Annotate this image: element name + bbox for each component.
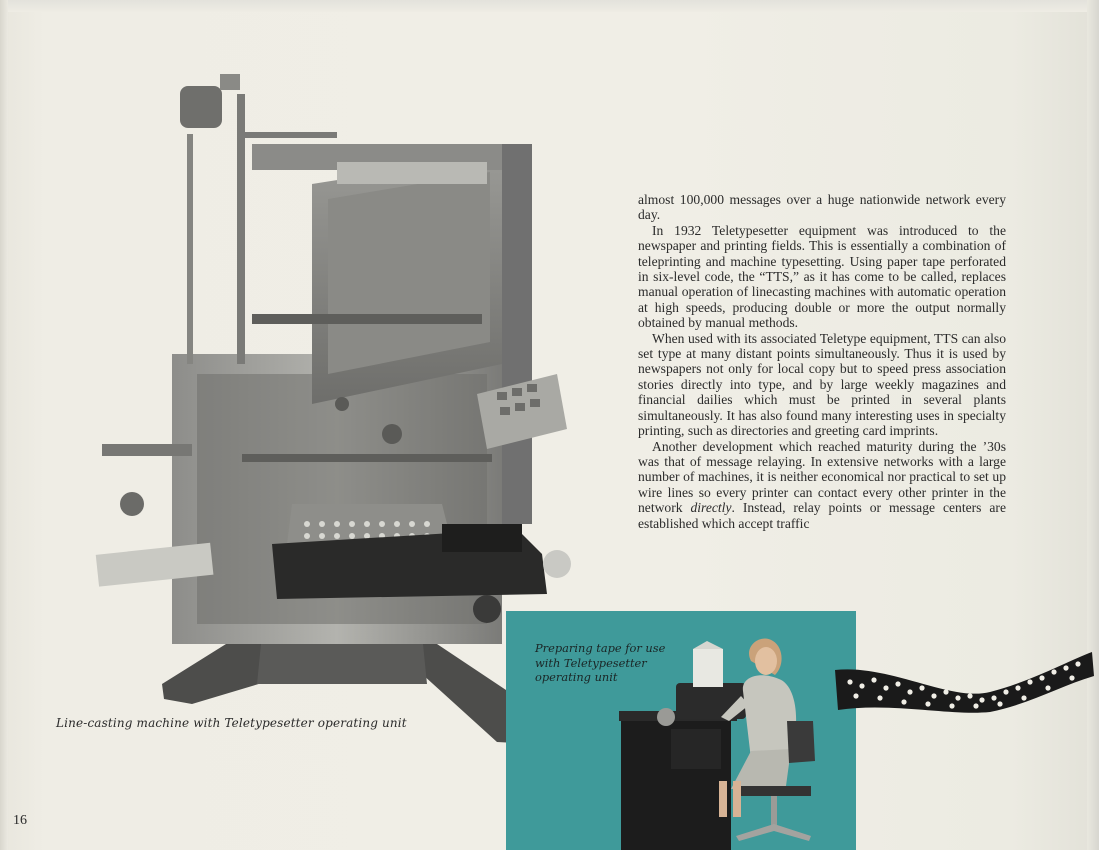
article-paragraph-2: In 1932 Teletypesetter equipment was introduced to the newspaper and printing fields. This is essentially a combination of teleprinting and machine typesetting. Using paper tape perforated in six-level code, the “TTS,” as it has come to be called, replaces manual operation of linecasting machines with automatic operation at high speeds, producing double or more the output normally obtained by manual methods. bbox=[638, 222, 1006, 331]
perforated-tape-strip bbox=[830, 642, 1099, 714]
article-paragraph-1: almost 100,000 messages over a huge nationwide network every day. bbox=[638, 192, 1006, 223]
page-top-edge bbox=[0, 0, 1099, 12]
page-number: 16 bbox=[13, 813, 27, 828]
operator-photo-caption: Preparing tape for use with Teletypesetter operating unit bbox=[535, 641, 666, 684]
page-left-edge bbox=[0, 0, 8, 850]
article-paragraph-3: When used with its associated Teletype equipment, TTS can also set type at many distant points simultaneously. Thus it is used by newspapers not only for local copy but to speed press association stories directly into type, and by large weekly magazines and financial dailies which must be printed in several plants simultaneously. It has also found many interesting uses in specialty printing, such as directories and greeting card imprints. bbox=[638, 330, 1006, 439]
article-paragraph-4-start: Another development which reached maturity during the ’30s was that of message relaying. In extensive networks with a large number of machines, it is neither economical nor practical to set up wire lines so every printer can contact every other printer in the network bbox=[638, 438, 1006, 516]
teal-photo-panel bbox=[506, 611, 856, 850]
page-right-edge bbox=[1087, 0, 1099, 850]
article-text bbox=[638, 192, 1006, 531]
article-paragraph-4 bbox=[638, 439, 1006, 531]
article-paragraph-4-end: . Instead, relay points or message centers are established which accept traffic bbox=[638, 500, 1006, 531]
operator-at-desk-photo bbox=[611, 621, 841, 850]
machine-photo-caption: Line-casting machine with Teletypesetter operating unit bbox=[56, 716, 407, 730]
article-emphasis-directly: directly bbox=[690, 500, 732, 516]
